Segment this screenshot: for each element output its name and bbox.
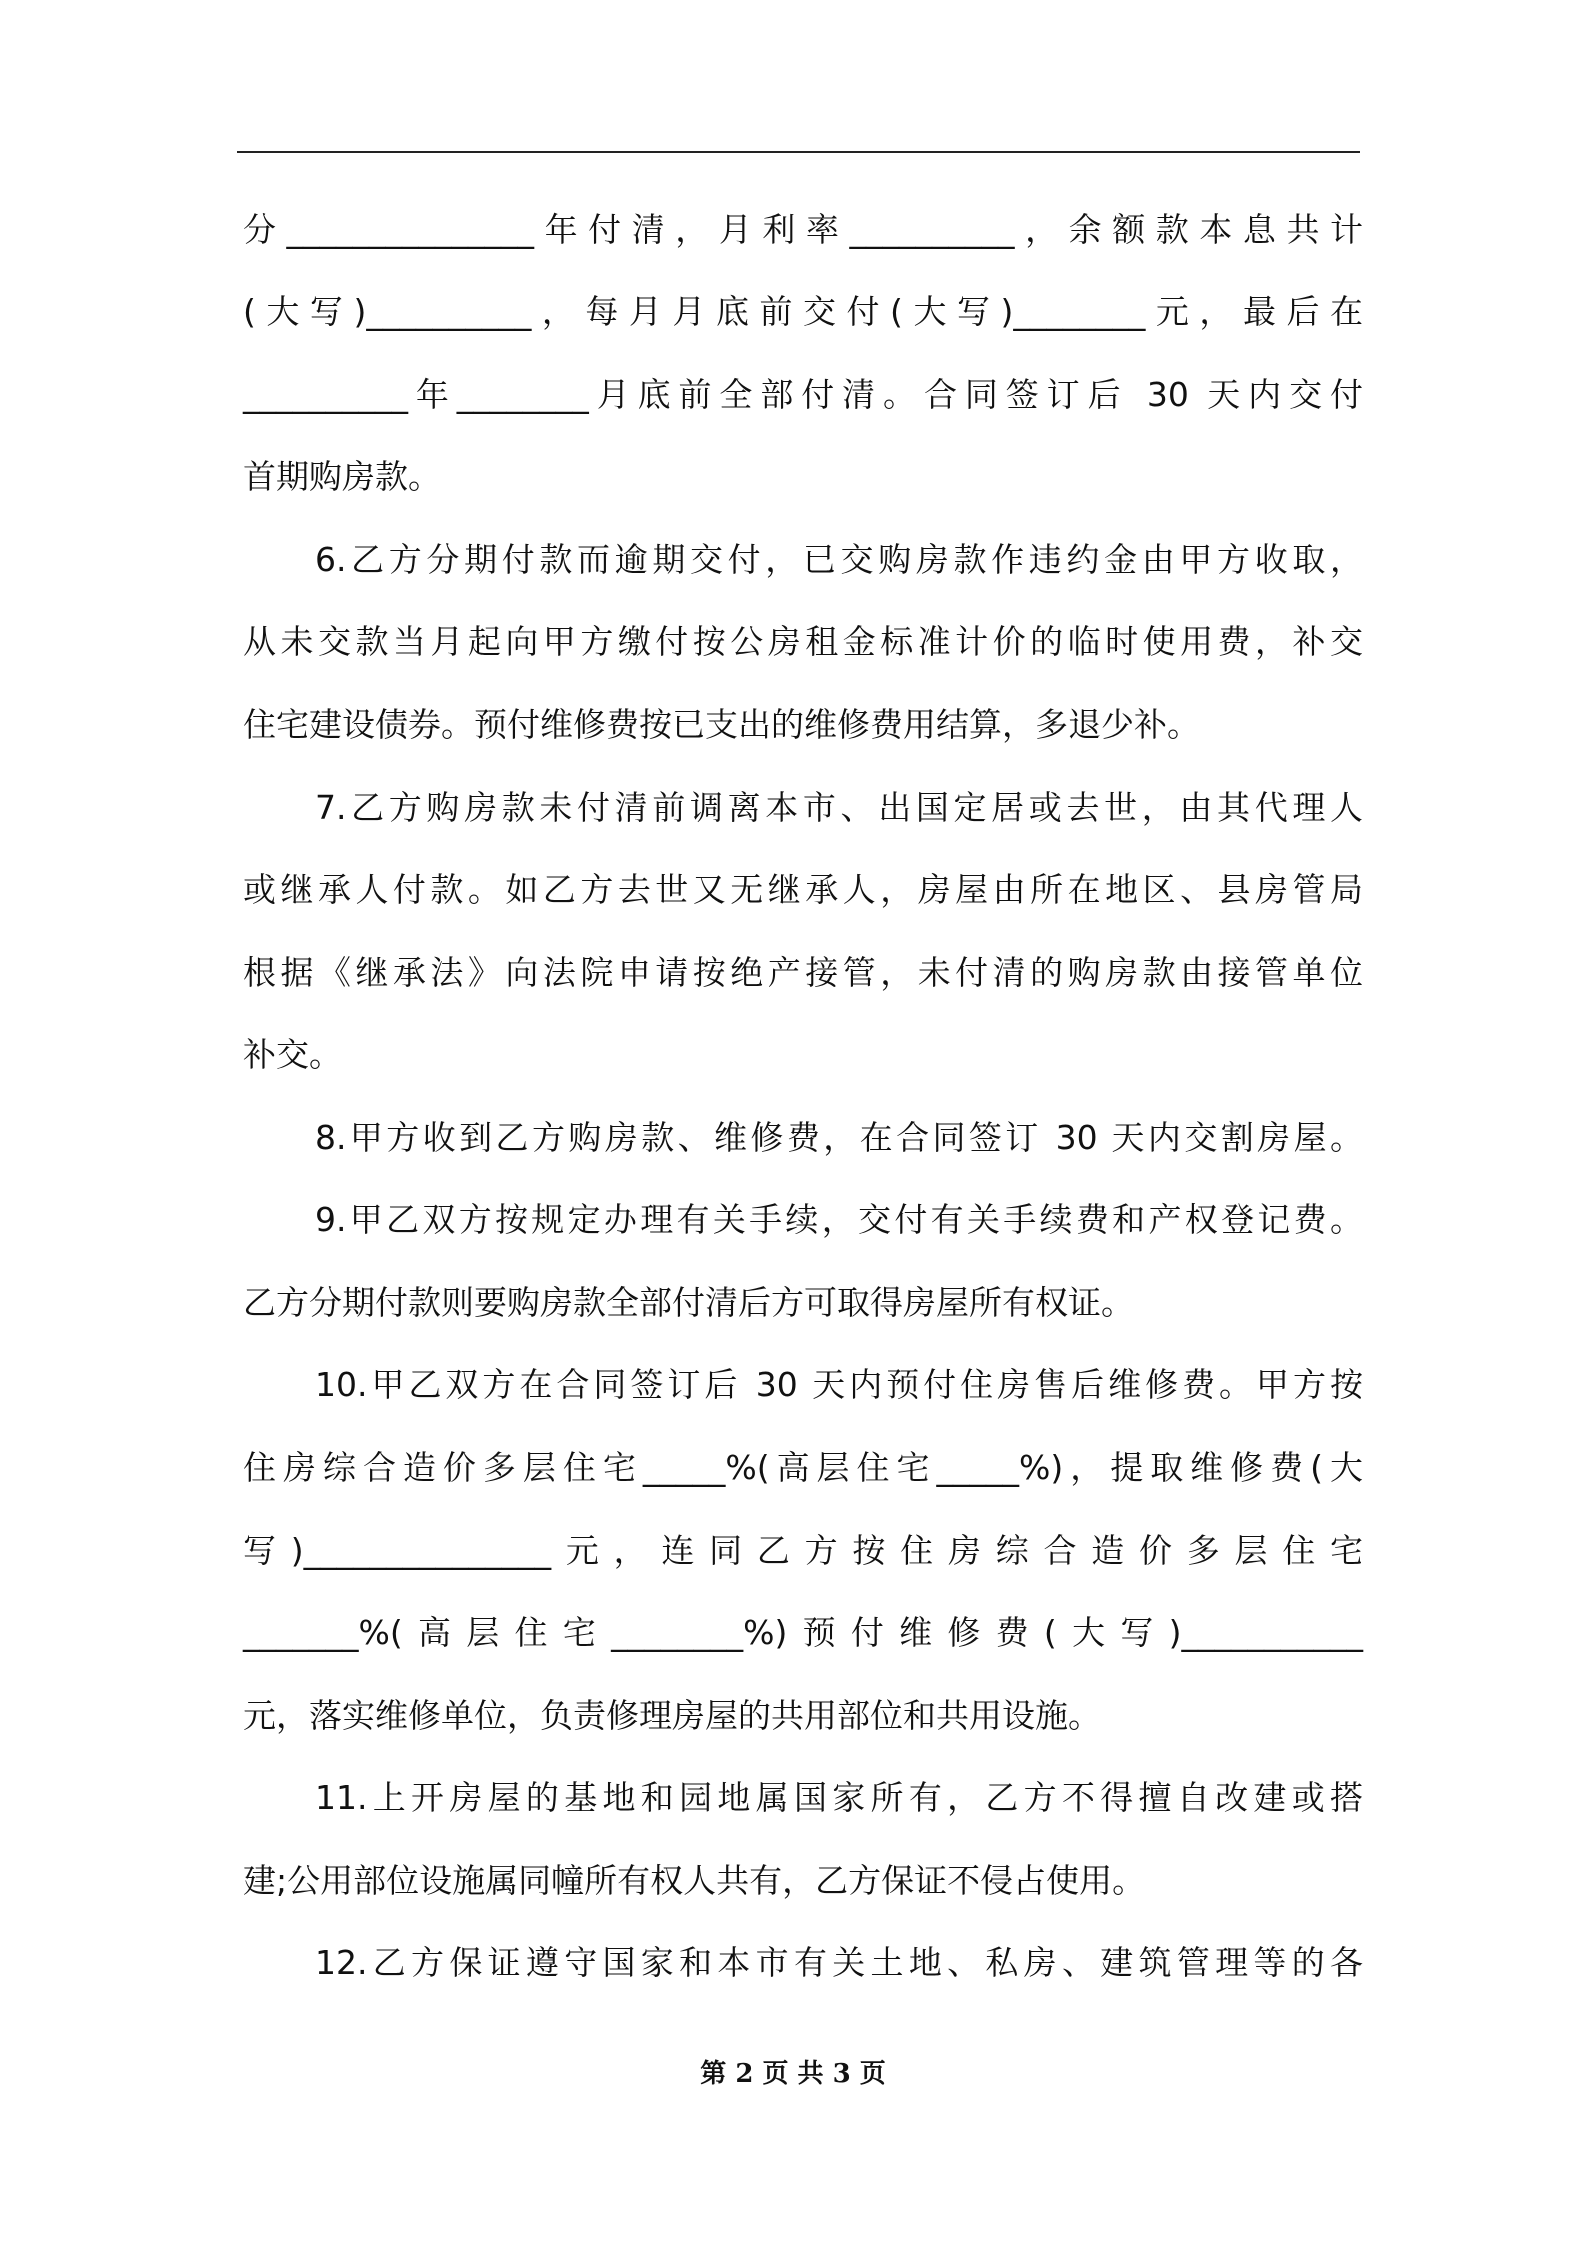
paragraph-line: 分_______________年付清，月利率__________，余额款本息共计	[243, 210, 1363, 249]
paragraph-line: 补交。	[243, 1035, 342, 1074]
paragraph-line: 12.乙方保证遵守国家和本市有关土地、私房、建筑管理等的各	[315, 1943, 1363, 1982]
paragraph-line: 8.甲方收到乙方购房款、维修费，在合同签订 30 天内交割房屋。	[315, 1118, 1363, 1157]
paragraph-line: 11.上开房屋的基地和园地属国家所有，乙方不得擅自改建或搭	[315, 1778, 1363, 1817]
paragraph-line: 首期购房款。	[243, 457, 441, 496]
page-number-footer: 第 2 页 共 3 页	[700, 2059, 886, 2089]
paragraph-line: 元，落实维修单位，负责修理房屋的共用部位和共用设施。	[243, 1696, 1101, 1735]
paragraph-line: 从未交款当月起向甲方缴付按公房租金标准计价的临时使用费，补交	[243, 622, 1363, 661]
paragraph-line: 住宅建设债券。预付维修费按已支出的维修费用结算，多退少补。	[243, 705, 1200, 744]
paragraph-line: 住房综合造价多层住宅_____%(高层住宅_____%)，提取维修费(大	[243, 1448, 1363, 1487]
paragraph-line: __________年________月底前全部付清。合同签订后 30 天内交付	[243, 375, 1363, 414]
paragraph-line: 或继承人付款。如乙方去世又无继承人，房屋由所在地区、县房管局	[243, 870, 1363, 909]
paragraph-line: 10.甲乙双方在合同签订后 30 天内预付住房售后维修费。甲方按	[315, 1365, 1363, 1404]
paragraph-line: 6.乙方分期付款而逾期交付，已交购房款作违约金由甲方收取，	[315, 540, 1363, 579]
header-rule	[237, 151, 1360, 153]
paragraph-line: 建;公用部位设施属同幢所有权人共有，乙方保证不侵占使用。	[243, 1861, 1146, 1900]
paragraph-line: 写)_______________元，连同乙方按住房综合造价多层住宅	[243, 1531, 1363, 1570]
paragraph-line: 乙方分期付款则要购房款全部付清后方可取得房屋所有权证。	[243, 1283, 1134, 1322]
paragraph-line: 根据《继承法》向法院申请按绝产接管，未付清的购房款由接管单位	[243, 953, 1363, 992]
paragraph-line: _______%(高层住宅________%)预付维修费(大写)___________	[243, 1613, 1363, 1652]
paragraph-line: (大写)__________，每月月底前交付(大写)________元，最后在	[243, 292, 1363, 331]
paragraph-line: 9.甲乙双方按规定办理有关手续，交付有关手续费和产权登记费。	[315, 1200, 1363, 1239]
paragraph-line: 7.乙方购房款未付清前调离本市、出国定居或去世，由其代理人	[315, 788, 1363, 827]
